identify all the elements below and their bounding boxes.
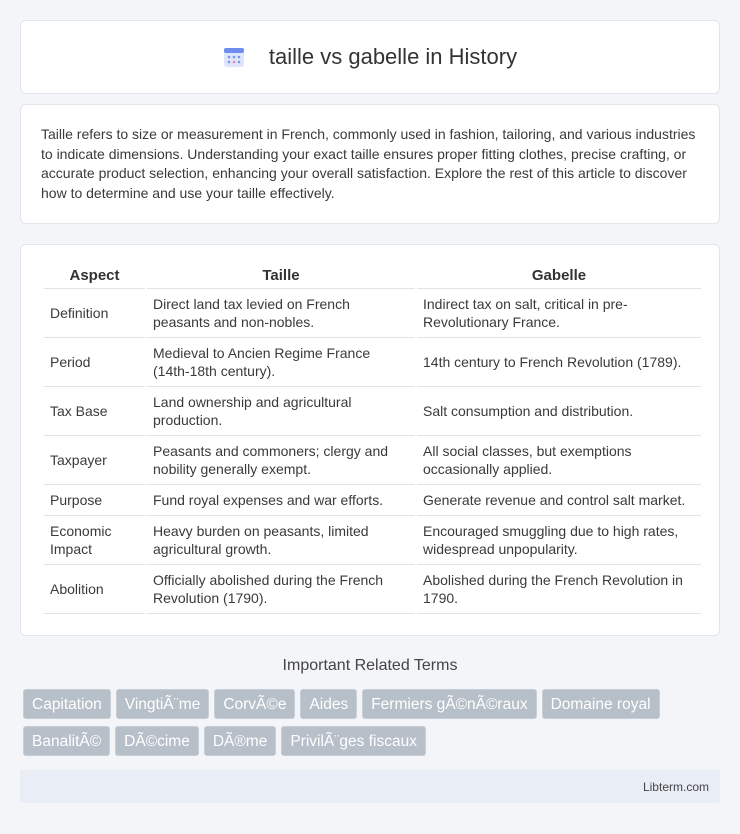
cell-taille: Officially abolished during the French Revolution (1790). — [147, 565, 415, 614]
header-taille: Taille — [147, 263, 415, 289]
related-term-tag[interactable]: DÃ©cime — [115, 726, 199, 756]
cell-taille: Direct land tax levied on French peasants and non-nobles. — [147, 289, 415, 338]
related-term-tag[interactable]: Domaine royal — [542, 689, 660, 719]
table-row — [44, 516, 701, 565]
related-term-tag[interactable]: Capitation — [23, 689, 111, 719]
comparison-table — [42, 263, 703, 614]
cell-aspect: Period — [44, 338, 145, 387]
intro-card — [20, 104, 720, 224]
table-row — [44, 387, 701, 436]
related-term-tag[interactable]: Aides — [300, 689, 357, 719]
table-row — [44, 485, 701, 516]
cell-aspect: Taxpayer — [44, 436, 145, 485]
table-row — [44, 436, 701, 485]
footer-site-link[interactable]: Libterm.com — [642, 779, 709, 794]
cell-gabelle: 14th century to French Revolution (1789). — [417, 338, 701, 387]
cell-taille: Fund royal expenses and war efforts. — [147, 485, 415, 516]
header-card — [20, 20, 720, 94]
cell-gabelle: Salt consumption and distribution. — [417, 387, 701, 436]
table-row — [44, 289, 701, 338]
table-header-row — [44, 263, 701, 289]
cell-gabelle: Encouraged smuggling due to high rates, widespread unpopularity. — [417, 516, 701, 565]
cell-aspect: Economic Impact — [44, 516, 145, 565]
cell-gabelle: Generate revenue and control salt market. — [417, 485, 701, 516]
related-terms-title: Important Related Terms — [282, 657, 458, 674]
calendar-icon — [223, 46, 245, 68]
cell-gabelle: Abolished during the French Revolution in 1790. — [417, 565, 701, 614]
related-term-tag[interactable]: CorvÃ©e — [214, 689, 295, 719]
cell-taille: Peasants and commoners; clergy and nobility generally exempt. — [147, 436, 415, 485]
cell-aspect: Definition — [44, 289, 145, 338]
header-aspect: Aspect — [44, 263, 145, 289]
cell-aspect: Abolition — [44, 565, 145, 614]
related-terms-list — [23, 689, 703, 756]
page-title: taille vs gabelle in History — [268, 44, 518, 69]
cell-gabelle: Indirect tax on salt, critical in pre-Revolutionary France. — [417, 289, 701, 338]
cell-taille: Land ownership and agricultural production. — [147, 387, 415, 436]
related-term-tag[interactable]: Fermiers gÃ©nÃ©raux — [362, 689, 536, 719]
intro-paragraph: Taille refers to size or measurement in French, commonly used in fashion, tailoring, and various industries to indicate dimensions. Understanding your exact taille ensures proper fitting clothes, precise crafting, or accurate product selection, enhancing your overall satisfaction. Explore the rest of this article to discover how to determine and use your taille effectively. — [41, 126, 696, 201]
comparison-table-card — [20, 244, 720, 636]
footer — [20, 770, 720, 803]
cell-taille: Heavy burden on peasants, limited agricultural growth. — [147, 516, 415, 565]
cell-gabelle: All social classes, but exemptions occasionally applied. — [417, 436, 701, 485]
related-term-tag[interactable]: BanalitÃ© — [23, 726, 110, 756]
cell-aspect: Purpose — [44, 485, 145, 516]
cell-aspect: Tax Base — [44, 387, 145, 436]
table-row — [44, 565, 701, 614]
related-term-tag[interactable]: DÃ®me — [204, 726, 277, 756]
header-gabelle: Gabelle — [417, 263, 701, 289]
related-term-tag[interactable]: VingtiÃ¨me — [116, 689, 210, 719]
cell-taille: Medieval to Ancien Regime France (14th-18th century). — [147, 338, 415, 387]
table-row — [44, 338, 701, 387]
related-term-tag[interactable]: PrivilÃ¨ges fiscaux — [281, 726, 426, 756]
